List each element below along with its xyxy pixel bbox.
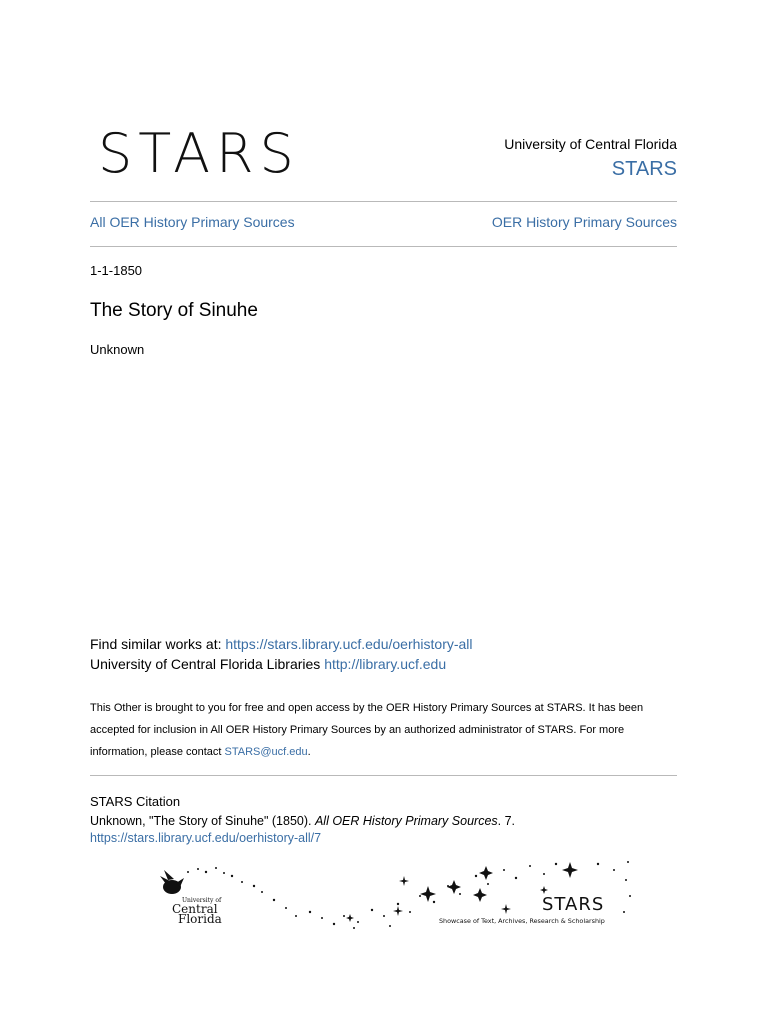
citation-suffix: . 7. [497, 814, 516, 828]
ucf-line-3: Florida [178, 912, 222, 926]
find-similar-label: Find similar works at: [90, 636, 226, 652]
publication-date: 1-1-1850 [90, 263, 143, 278]
citation [90, 813, 515, 847]
institution-name: University of Central Florida [504, 136, 677, 152]
department-link[interactable]: OER History Primary Sources [491, 214, 677, 230]
find-similar-link[interactable]: https://stars.library.ucf.edu/oerhistory-all [225, 636, 473, 652]
divider [90, 201, 677, 202]
document-title: The Story of Sinuhe [90, 300, 258, 321]
ucf-pegasus-icon [160, 870, 184, 894]
repository-link[interactable]: STARS [611, 158, 677, 180]
divider [90, 775, 677, 776]
libraries-label: University of Central Florida Libraries [90, 656, 325, 672]
stars-logo [96, 118, 361, 184]
stars-footer-logo: STARS [542, 894, 605, 915]
citation-heading: STARS Citation [90, 794, 181, 809]
citation-url-link[interactable]: https://stars.library.ucf.edu/oerhistory-all/7 [90, 831, 322, 845]
ucf-line-2: Central [172, 902, 218, 916]
ucf-line-1: University of [182, 897, 222, 904]
citation-series: All OER History Primary Sources [314, 814, 498, 828]
svg-text:STARS: STARS [98, 122, 300, 184]
collection-link[interactable]: All OER History Primary Sources [90, 214, 295, 230]
footer-logos [158, 856, 636, 936]
access-notice [90, 697, 670, 763]
contact-email-link[interactable]: STARS@ucf.edu [224, 746, 308, 758]
libraries-link[interactable]: http://library.ucf.edu [324, 656, 447, 672]
similar-works [90, 634, 473, 674]
divider [90, 246, 677, 247]
notice-end: . [307, 746, 311, 758]
notice-text: This Other is brought to you for free and open access by the OER History Primary Sources at STARS. It has been accepted for inclusion in All OER History Primary Sources by an authorized administrator of STARS. For more information, please contact [90, 702, 644, 758]
stars-tagline: Showcase of Text, Archives, Research & Scholarship [439, 917, 605, 925]
citation-prefix: Unknown, "The Story of Sinuhe" (1850). [90, 814, 315, 828]
document-author: Unknown [90, 342, 145, 357]
